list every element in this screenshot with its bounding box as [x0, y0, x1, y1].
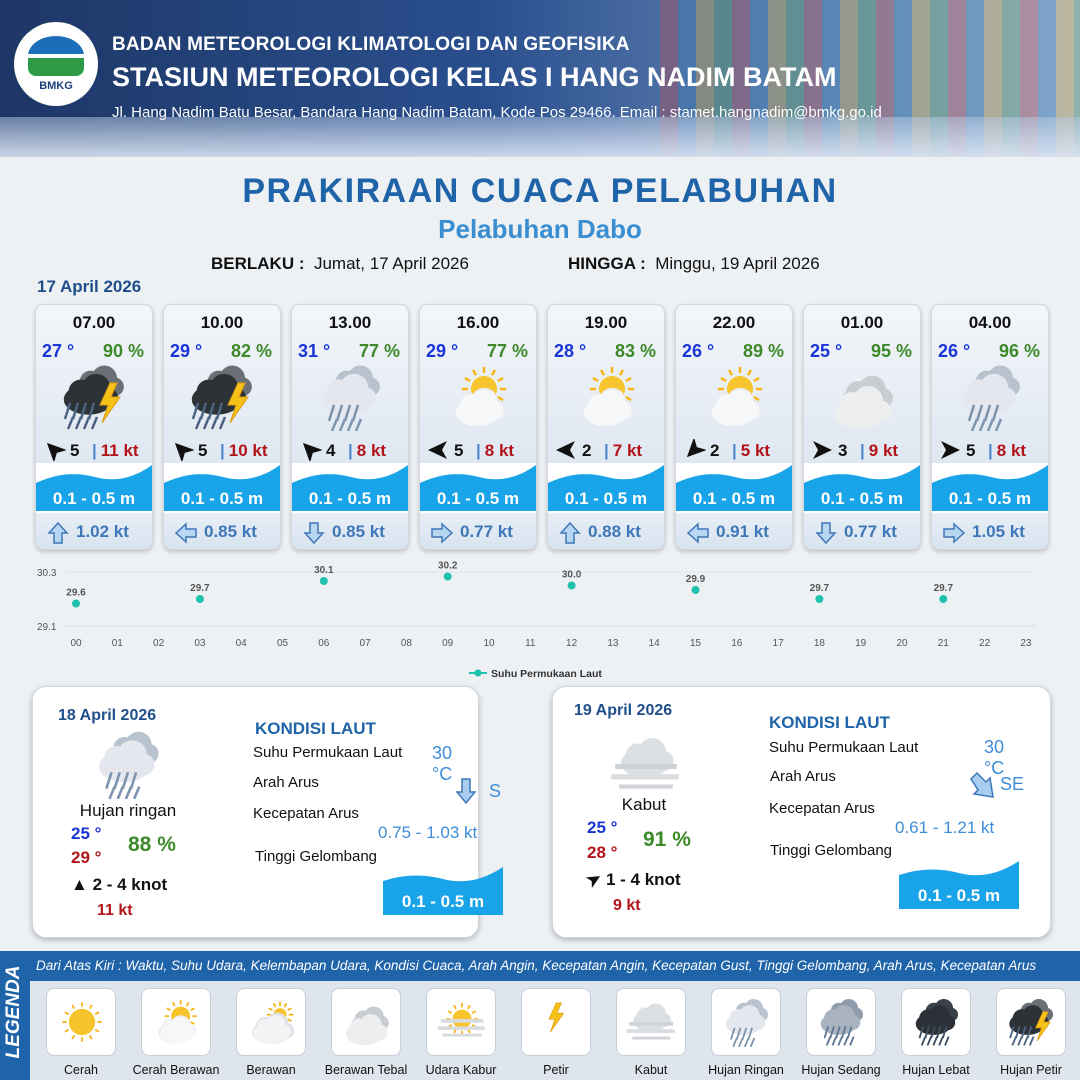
card-gust-value: 10 kt [228, 441, 268, 460]
data-label: 29.7 [933, 583, 954, 594]
legend-hujan-ringan [711, 988, 781, 1056]
card-wind [298, 439, 404, 461]
legend-hujan-sedang [806, 988, 876, 1056]
card-current [804, 513, 920, 550]
current-arrow-icon [558, 521, 582, 545]
day2-wave: 0.1 - 0.5 m [401, 892, 485, 911]
legend-label: Udara Kabur [425, 1063, 497, 1077]
card-wave: 0.1 - 0.5 m [308, 489, 392, 508]
sea-temp-chart [35, 560, 1045, 680]
legend-label: Suhu Permukaan Laut [491, 668, 602, 680]
wind-arrow-icon [554, 439, 578, 461]
legend-label: Berawan [246, 1063, 296, 1077]
card-humidity: 82 % [230, 341, 272, 361]
separator: | [860, 441, 865, 460]
day3-wind-range: 1 - 4 knot [605, 870, 681, 889]
day3-wind [582, 867, 681, 892]
x-tick-label: 14 [648, 638, 660, 649]
card-wave: 0.1 - 0.5 m [948, 489, 1032, 508]
card-current-speed: 0.91 kt [716, 522, 769, 541]
wind-arrow-icon [938, 439, 962, 461]
day3-panel [552, 686, 1051, 938]
card-current [164, 513, 280, 550]
northeast-arrow-icon: ➤ [582, 867, 605, 892]
legend-title: LEGENDA [3, 965, 24, 1059]
current-arrow-icon [174, 521, 198, 545]
day3-wave-box [899, 861, 1019, 909]
x-tick-label: 02 [153, 638, 165, 649]
legend-label: Kabut [634, 1063, 668, 1077]
station-name: STASIUN METEOROLOGI KELAS I HANG NADIM BATAM [112, 62, 837, 92]
x-tick-label: 23 [1020, 638, 1032, 649]
card-wave: 0.1 - 0.5 m [436, 489, 520, 508]
legend-kabut [616, 988, 686, 1056]
card-humidity: 77 % [358, 341, 400, 361]
kabut-icon [609, 729, 685, 799]
current-arrow-icon [814, 521, 838, 545]
data-point [444, 573, 452, 581]
day2-curdir: S [489, 781, 502, 801]
card-current-speed: 0.88 kt [588, 522, 641, 541]
legend-berawan [236, 988, 306, 1056]
separator: | [92, 441, 97, 460]
card-current [932, 513, 1048, 550]
card-wind [938, 439, 1044, 461]
forecast-card [291, 304, 409, 550]
legend-strip [30, 951, 1080, 981]
hujan-petir-icon [186, 363, 260, 431]
valid-from [211, 254, 469, 274]
card-gust-value: 9 kt [868, 441, 899, 460]
card-wind [682, 439, 788, 461]
current-arrow-icon [430, 521, 454, 545]
card-gust [348, 441, 386, 461]
card-wind-speed: 2 [582, 441, 592, 460]
card-temp: 26 ° [938, 341, 971, 361]
card-temp: 26 ° [682, 341, 715, 361]
day3-curspeed: 0.61 - 1.21 kt [895, 818, 995, 837]
wind-arrow-icon [42, 439, 66, 461]
bmkg-logo [14, 22, 98, 106]
day2-tmin: 25 ° [71, 824, 102, 843]
day2-gust: 11 kt [97, 902, 133, 919]
card-wind-speed: 3 [838, 441, 848, 460]
day2-tmax: 29 ° [71, 848, 102, 867]
separator: | [604, 441, 609, 460]
legend-label: Hujan Lebat [902, 1063, 970, 1077]
card-gust [732, 441, 770, 461]
card-temp: 29 ° [170, 341, 203, 361]
day3-humidity: 91 % [643, 828, 691, 851]
card-temp: 27 ° [42, 341, 75, 361]
card-humidity: 83 % [614, 341, 656, 361]
cerah-berawan-icon [442, 363, 516, 431]
wind-arrow-icon [682, 439, 706, 461]
day2-curspeed-label: Kecepatan Arus [253, 805, 359, 822]
card-gust [604, 441, 642, 461]
day2-date: 18 April 2026 [58, 707, 157, 724]
x-tick-label: 00 [70, 638, 82, 649]
card-wave: 0.1 - 0.5 m [820, 489, 904, 508]
card-gust [476, 441, 514, 461]
legend-hujan-lebat [901, 988, 971, 1056]
legend-hujan-petir [996, 988, 1066, 1056]
forecast-card [803, 304, 921, 550]
x-tick-label: 07 [359, 638, 371, 649]
day3-gust: 9 kt [613, 897, 641, 914]
separator: | [348, 441, 353, 460]
card-gust-value: 7 kt [612, 441, 643, 460]
wind-arrow-icon [810, 439, 834, 461]
day2-panel [32, 686, 502, 938]
hujan-ringan-icon [91, 729, 167, 799]
legend-description: Dari Atas Kiri : Waktu, Suhu Udara, Kelembapan Udara, Kondisi Cuaca, Arah Angin, Kecepatan Angin, Kecepatan Gust, Tinggi Gelombang, Arah Arus, Kecepatan Arus [36, 958, 1037, 973]
day1-date: 17 April 2026 [37, 277, 142, 296]
day3-tmin: 25 ° [587, 818, 618, 837]
forecast-card [931, 304, 1049, 550]
legend-bar [0, 951, 1080, 1080]
day3-sea-heading: KONDISI LAUT [769, 713, 890, 732]
x-tick-label: 16 [731, 638, 743, 649]
card-current-speed: 1.05 kt [972, 522, 1025, 541]
card-current-speed: 1.02 kt [76, 522, 129, 541]
card-temp: 29 ° [426, 341, 459, 361]
card-time: 04.00 [968, 313, 1012, 332]
x-tick-label: 01 [111, 638, 123, 649]
station-address: Jl. Hang Nadim Batu Besar, Bandara Hang Nadim Batam, Kode Pos 29466. Email : stamet.hangnadim@bmkg.go.id [112, 104, 882, 121]
x-tick-label: 15 [689, 638, 702, 649]
card-wave: 0.1 - 0.5 m [52, 489, 136, 508]
card-time: 16.00 [456, 313, 500, 332]
day2-wave-box [383, 867, 503, 915]
card-current [548, 513, 664, 550]
banner-floor [0, 117, 1080, 157]
card-time: 01.00 [840, 313, 884, 332]
day2-current-arrow-icon [455, 777, 477, 805]
current-arrow-icon [46, 521, 70, 545]
data-point [196, 595, 204, 603]
data-label: 30.0 [561, 569, 582, 581]
legend-side [0, 951, 30, 1080]
y-tick-label: 30.3 [37, 568, 57, 579]
card-current [36, 513, 152, 550]
card-wind [554, 439, 660, 461]
card-wind-speed: 5 [198, 441, 208, 460]
legend-berawan-tebal [331, 988, 401, 1056]
hujan-ringan-icon [954, 363, 1028, 431]
day3-wave: 0.1 - 0.5 m [917, 886, 1001, 905]
card-gust-value: 11 kt [100, 441, 139, 460]
card-time: 07.00 [72, 313, 116, 332]
forecast-card [163, 304, 281, 550]
day2-wind-range: 2 - 4 knot [92, 875, 168, 894]
page-title: PRAKIRAAN CUACA PELABUHAN [242, 172, 838, 210]
x-tick-label: 20 [896, 638, 908, 649]
valid-to-label: HINGGA : [568, 254, 646, 273]
card-temp: 25 ° [810, 341, 843, 361]
card-gust [220, 441, 268, 461]
card-time: 19.00 [584, 313, 628, 332]
day2-condition: Hujan ringan [79, 801, 177, 820]
card-humidity: 95 % [870, 341, 912, 361]
x-tick-label: 03 [194, 638, 206, 649]
current-arrow-icon [942, 521, 966, 545]
card-wind-speed: 5 [966, 441, 976, 460]
separator: | [988, 441, 993, 460]
card-current-speed: 0.77 kt [460, 522, 513, 541]
data-point [568, 582, 576, 590]
separator: | [220, 441, 225, 460]
day3-current-arrow-icon [967, 771, 997, 801]
card-wave: 0.1 - 0.5 m [564, 489, 648, 508]
x-tick-label: 09 [442, 638, 454, 649]
data-point [939, 595, 947, 603]
forecast-card [675, 304, 793, 550]
legend-label: Hujan Ringan [708, 1063, 784, 1077]
day2-curdir-label: Arah Arus [253, 774, 319, 791]
card-wave: 0.1 - 0.5 m [692, 489, 776, 508]
card-current [676, 513, 792, 550]
cerah-berawan-icon [570, 363, 644, 431]
day2-sst-label: Suhu Permukaan Laut [253, 744, 403, 761]
card-temp: 28 ° [554, 341, 587, 361]
separator: | [476, 441, 481, 460]
x-tick-label: 10 [483, 638, 495, 649]
x-tick-label: 13 [607, 638, 619, 649]
card-gust-value: 8 kt [996, 441, 1027, 460]
hujan-petir-icon [58, 363, 132, 431]
y-tick-label: 29.1 [37, 622, 57, 633]
legend-petir [521, 988, 591, 1056]
x-tick-label: 21 [937, 638, 949, 649]
card-gust [92, 441, 139, 461]
card-gust-value: 8 kt [356, 441, 387, 460]
card-current-speed: 0.77 kt [844, 522, 897, 541]
valid-to-value: Minggu, 19 April 2026 [655, 254, 820, 273]
card-temp: 31 ° [298, 341, 331, 361]
card-wind [810, 439, 916, 461]
card-time: 10.00 [200, 313, 244, 332]
legend-label: Hujan Petir [1000, 1063, 1062, 1077]
data-label: 29.6 [66, 587, 86, 599]
data-point [72, 600, 80, 608]
day2-sea-heading: KONDISI LAUT [255, 719, 376, 738]
x-tick-label: 11 [525, 638, 536, 649]
day2-wind [71, 875, 167, 895]
data-point [320, 577, 328, 585]
day3-tmax: 28 ° [587, 843, 618, 862]
current-arrow-icon [686, 521, 710, 545]
day2-sst: 30 °C [432, 743, 453, 784]
x-tick-label: 05 [276, 638, 289, 649]
card-wave: 0.1 - 0.5 m [180, 489, 264, 508]
logo-emblem [28, 36, 84, 76]
x-tick-label: 06 [318, 638, 330, 649]
legend-label: Berawan Tebal [324, 1063, 408, 1077]
card-gust [988, 441, 1026, 461]
day2-humidity: 88 % [128, 833, 176, 856]
card-current [292, 513, 408, 550]
day3-date: 19 April 2026 [574, 702, 673, 719]
card-wind-speed: 4 [326, 441, 336, 460]
data-label: 30.2 [437, 560, 458, 572]
card-gust-value: 8 kt [484, 441, 515, 460]
card-humidity: 90 % [102, 341, 144, 361]
legend-label: Petir [543, 1063, 569, 1077]
current-arrow-icon [302, 521, 326, 545]
hujan-ringan-icon [314, 363, 388, 431]
data-label: 29.7 [809, 583, 830, 594]
legend-marker [475, 670, 482, 677]
data-label: 29.7 [190, 583, 210, 594]
card-humidity: 89 % [742, 341, 784, 361]
legend-cerah-berawan [141, 988, 211, 1056]
legend-label: Cerah Berawan [132, 1063, 220, 1077]
header-banner [0, 0, 1080, 157]
card-time: 13.00 [328, 313, 372, 332]
legend-label: Cerah [63, 1063, 99, 1077]
valid-from-label: BERLAKU : [211, 254, 305, 273]
forecast-card [547, 304, 665, 550]
card-wind-speed: 5 [70, 441, 80, 460]
org-name: BADAN METEOROLOGI KLIMATOLOGI DAN GEOFISIKA [112, 34, 630, 55]
x-tick-label: 22 [979, 638, 991, 649]
x-tick-label: 04 [235, 638, 247, 649]
card-time: 22.00 [712, 313, 756, 332]
card-wind [426, 439, 532, 461]
cerah-berawan-icon [698, 363, 772, 431]
card-current [420, 513, 536, 550]
card-humidity: 96 % [998, 341, 1040, 361]
day3-condition: Kabut [621, 795, 667, 814]
day2-wave-label: Tinggi Gelombang [255, 848, 378, 865]
data-label: 29.9 [685, 574, 706, 585]
card-wind-speed: 2 [710, 441, 720, 460]
wind-arrow-icon [426, 439, 450, 461]
card-wind [42, 439, 148, 461]
card-wind-speed: 5 [454, 441, 464, 460]
data-label: 30.1 [314, 565, 334, 576]
day3-curspeed-label: Kecepatan Arus [769, 800, 875, 817]
wind-arrow-icon [170, 439, 194, 461]
x-tick-label: 17 [772, 638, 784, 649]
valid-from-value: Jumat, 17 April 2026 [313, 254, 469, 273]
forecast-card [35, 304, 153, 550]
legend-udara-kabur [426, 988, 496, 1056]
wind-arrow-icon [298, 439, 322, 461]
legend-label: Hujan Sedang [801, 1063, 881, 1077]
card-current-speed: 0.85 kt [332, 522, 385, 541]
card-gust [860, 441, 898, 461]
data-point [815, 595, 823, 603]
x-tick-label: 19 [855, 638, 867, 649]
north-arrow-icon: ▲ [71, 875, 88, 894]
day3-curdir: SE [1000, 774, 1025, 794]
data-point [692, 586, 700, 594]
berawan-tebal-icon [826, 363, 900, 431]
card-wind [170, 439, 276, 461]
card-current-speed: 0.85 kt [204, 522, 257, 541]
logo-text: BMKG [39, 80, 73, 92]
x-tick-label: 08 [400, 638, 412, 649]
day2-curspeed: 0.75 - 1.03 kt [378, 823, 478, 842]
legend-cerah [46, 988, 116, 1056]
valid-to [568, 254, 820, 274]
day3-sst-label: Suhu Permukaan Laut [769, 739, 919, 756]
x-tick-label: 12 [566, 638, 578, 649]
card-gust-value: 5 kt [740, 441, 771, 460]
day3-wave-label: Tinggi Gelombang [770, 842, 893, 859]
card-humidity: 77 % [486, 341, 528, 361]
port-name: Pelabuhan Dabo [438, 214, 642, 244]
day3-sst: 30 °C [984, 737, 1005, 778]
separator: | [732, 441, 737, 460]
day3-curdir-label: Arah Arus [770, 768, 836, 785]
x-tick-label: 18 [813, 638, 825, 649]
forecast-card [419, 304, 537, 550]
